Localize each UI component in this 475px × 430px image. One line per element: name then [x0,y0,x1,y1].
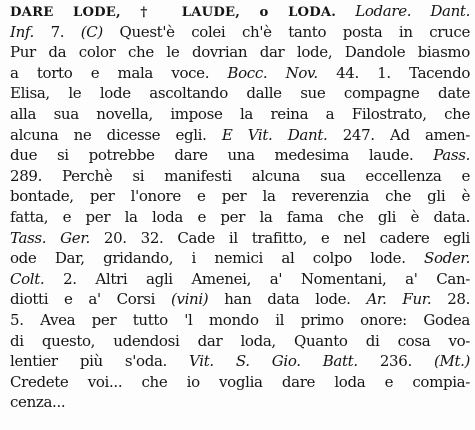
entry-line-18 [10,351,470,372]
entry-line-2 [10,22,470,43]
citation-source: Inf. [10,22,34,41]
entry-line-13 [10,248,470,269]
citation-source: E Vit. Dant. [221,125,328,144]
citation-reference: 7. [50,22,65,41]
quotation-text: 2. Altri agli Amenei, a' Nomentani, a' Can- [63,269,470,288]
quotation-text: a torto e mala voce. [10,63,210,82]
entry-line-7 [10,125,470,146]
entry-line-1 [10,1,470,22]
entry-line-14 [10,269,470,290]
citation-source: Ar. Fur. [366,290,432,309]
entry-line-11: fatta, e per la loda e per la fama che gli è data. [10,207,470,226]
citation-source: Vit. S. Gio. Batt. [189,352,358,371]
citation-source: Pass. [433,146,471,165]
entry-line-5: Elisa, le lode ascoltando dalle sue compagne date [10,84,470,103]
entry-definition: Lodare. [355,2,412,20]
citation-source: Dant. [430,2,470,20]
entry-line-4 [10,63,470,84]
citation-reference: 236. [379,352,412,371]
quotation-text: Quest'è colei ch'è tanto posta in cruce [119,22,470,41]
editorial-note: (vini) [170,290,209,309]
entry-line-20: cenza... [10,393,66,412]
quotation-text: diotti e a' Corsi [10,290,156,309]
citation-reference: 247. Ad amen- [342,125,471,144]
dictionary-entry [10,1,470,413]
entry-headword: DARE LODE, † LAUDE, o LODA. [10,5,337,20]
quotation-text: due si potrebbe dare una medesima laude. [10,146,414,165]
entry-line-19: Credete voi... che io voglia dare loda e compia- [10,372,470,391]
entry-line-15 [10,289,470,310]
quotation-text: Cade il trafitto, e nel cadere egli [177,228,471,247]
entry-line-9: 289. Perchè si manifesti alcuna sua eccellenza e [10,166,470,185]
citation-reference: 44. 1. Tacendo [336,63,471,82]
citation-source: Soder. [424,249,470,268]
entry-line-6: alla sua novella, impose la reina a Filostrato, che [10,104,470,123]
citation-reference: 20. 32. [103,228,164,247]
quotation-text: han data lode. [224,290,351,309]
citation-tag: (C) [80,22,103,41]
quotation-text: ode Dar, gridando, i nemici al colpo lode. [10,249,406,268]
entry-line-10: bontade, per l'onore e per la reverenzia che gli è [10,187,470,206]
quotation-text: alcuna ne dicesse egli. [10,125,207,144]
citation-source: Tass. Ger. [10,228,90,247]
citation-source: Colt. [10,269,45,288]
citation-source: Bocc. Nov. [227,63,318,82]
entry-line-8 [10,145,470,166]
citation-tag: (Mt.) [433,352,471,371]
citation-reference: 28. [447,290,471,309]
entry-line-17: di questo, udendosi dar loda, Quanto di cosa vo- [10,331,470,350]
entry-line-16: 5. Avea per tutto 'l mondo il primo onore: Godea [10,310,470,329]
entry-line-3: Pur da color che le dovrian dar lode, Dandole biasmo [10,43,470,62]
quotation-text: lentier più s'oda. [10,352,167,371]
entry-line-12 [10,228,470,249]
